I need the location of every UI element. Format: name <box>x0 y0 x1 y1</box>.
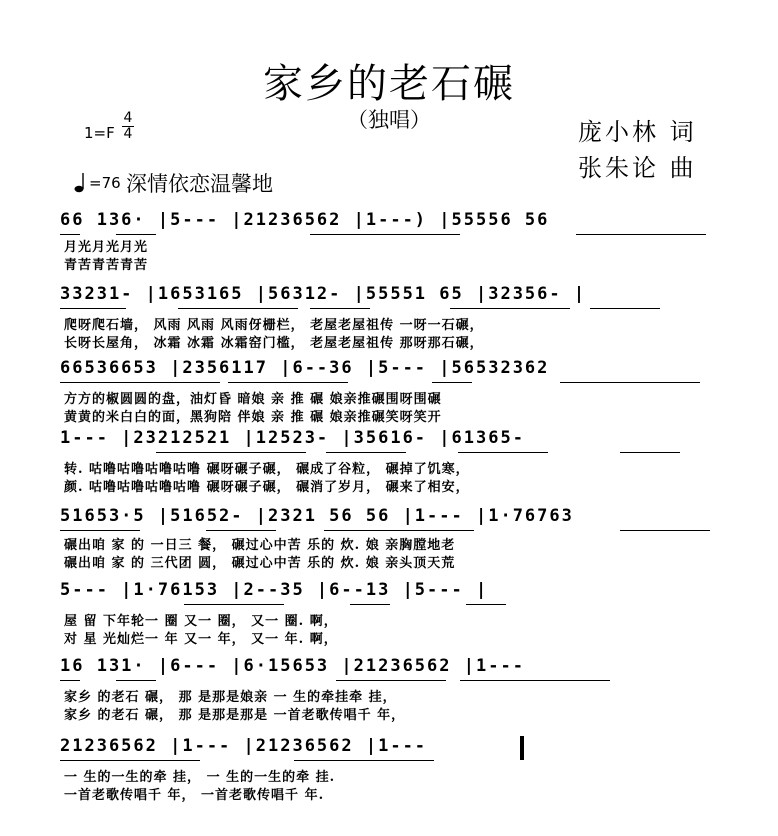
beam-underline <box>326 452 406 453</box>
beam-underline <box>60 760 200 761</box>
notation-line: 21236562 |1--- |21236562 |1--- <box>60 736 428 756</box>
notation-line: 66536653 |2356117 |6--36 |5--- |56532362 <box>60 358 550 378</box>
beam-underline <box>466 604 506 605</box>
lyric-line: 方方的椒圆圆的盘，油灯昏 暗娘 亲 推 碾 娘亲推碾围呀围碾 <box>64 392 442 407</box>
expression-marking: 深情依恋温馨地 <box>126 172 273 196</box>
beam-underline <box>228 382 348 383</box>
beam-underline <box>458 452 548 453</box>
beam-underline <box>620 530 710 531</box>
lyric-line: 碾出咱 家 的 一日三 餐， 碾过心中苦 乐的 炊. 娘 亲胸膛地老 <box>64 538 456 553</box>
beam-underline <box>310 234 460 235</box>
beam-underline <box>156 452 306 453</box>
notation-line: 33231- |1653165 |56312- |55551 65 |32356- | <box>60 284 587 304</box>
lyric-line: 月光月光月光 <box>64 240 149 255</box>
time-signature-bottom: 4 <box>123 126 133 142</box>
lyric-line: 长呀长屋角， 冰霜 冰霜 冰霜窑门槛， 老屋老屋祖传 那呀那石碾， <box>64 336 484 351</box>
time-signature <box>121 111 135 142</box>
key-signature: 1=F <box>84 124 115 142</box>
lyric-line: 一首老歌传唱千 年， 一首老歌传唱千 年. <box>64 788 325 803</box>
notation-line: 1--- |23212521 |12523- |35616- |61365- <box>60 428 525 448</box>
beam-underline <box>324 530 474 531</box>
lyric-line: 碾出咱 家 的 三代团 圆， 碾过心中苦 乐的 炊. 娘 亲头顶天荒 <box>64 556 456 571</box>
beam-underline <box>60 680 80 681</box>
lyric-line: 屋 留 下年轮一 圈 又一 圈， 又一 圈. 啊， <box>64 614 338 629</box>
beam-underline <box>590 308 660 309</box>
lyric-line: 颜. 咕噜咕噜咕噜咕噜 碾呀碾子碾， 碾消了岁月， 碾来了相安， <box>64 480 470 495</box>
beam-underline <box>60 530 140 531</box>
beam-underline <box>350 604 390 605</box>
tempo-marking: =76 <box>89 174 121 192</box>
beam-underline <box>178 308 298 309</box>
notation-line: 51653·5 |51652- |2321 56 56 |1--- |1·76763 <box>60 506 574 526</box>
notation-line: 16 131· |6--- |6·15653 |21236562 |1--- <box>60 656 525 676</box>
beam-underline <box>450 308 570 309</box>
notation-line: 66 136· |5--- |21236562 |1---) |55556 56 <box>60 210 550 230</box>
lyric-line: 家乡 的老石 碾， 那 是那是娘亲 一 生的牵挂牵 挂， <box>64 690 397 705</box>
beam-underline <box>184 604 284 605</box>
lyric-line: 爬呀爬石墙， 风雨 风雨 风雨伢栅栏， 老屋老屋祖传 一呀一石碾， <box>64 318 484 333</box>
beam-underline <box>294 760 434 761</box>
composer-credit: 张朱论 曲 <box>578 154 697 182</box>
beam-underline <box>60 382 220 383</box>
beam-underline <box>460 680 610 681</box>
quarter-note-icon <box>74 170 88 194</box>
time-signature-top: 4 <box>123 110 133 126</box>
lyric-line: 家乡 的老石 碾， 那 是那是那是 一首老歌传唱千 年， <box>64 708 406 723</box>
lyric-line: 对 星 光灿烂一 年 又一 年， 又一 年. 啊， <box>64 632 338 647</box>
lyric-line: 黄黄的米白白的面，黑狗陪 伴娘 亲 推 碾 娘亲推碾笑呀笑开 <box>64 410 442 425</box>
lyric-line: 青苦青苦青苦 <box>64 258 149 273</box>
notation-line: 5--- |1·76153 |2--35 |6--13 |5--- | <box>60 580 489 600</box>
beam-underline <box>60 308 126 309</box>
lyric-line: 转. 咕噜咕噜咕噜咕噜 碾呀碾子碾， 碾成了谷粒， 碾掉了饥寒， <box>64 462 470 477</box>
lyricist-credit: 庞小林 词 <box>578 118 697 146</box>
beam-underline <box>336 680 446 681</box>
beam-underline <box>620 452 680 453</box>
song-title: 家乡的老石碾 <box>263 61 515 107</box>
song-subtitle: （独唱） <box>347 108 431 132</box>
beam-underline <box>116 234 156 235</box>
final-barline <box>520 736 524 760</box>
lyric-line: 一 生的一生的牵 挂， 一 生的一生的牵 挂. <box>64 770 336 785</box>
beam-underline <box>560 382 700 383</box>
beam-underline <box>310 308 370 309</box>
beam-underline <box>60 234 80 235</box>
beam-underline <box>116 680 156 681</box>
beam-underline <box>206 530 276 531</box>
beam-underline <box>576 234 706 235</box>
beam-underline <box>432 382 472 383</box>
